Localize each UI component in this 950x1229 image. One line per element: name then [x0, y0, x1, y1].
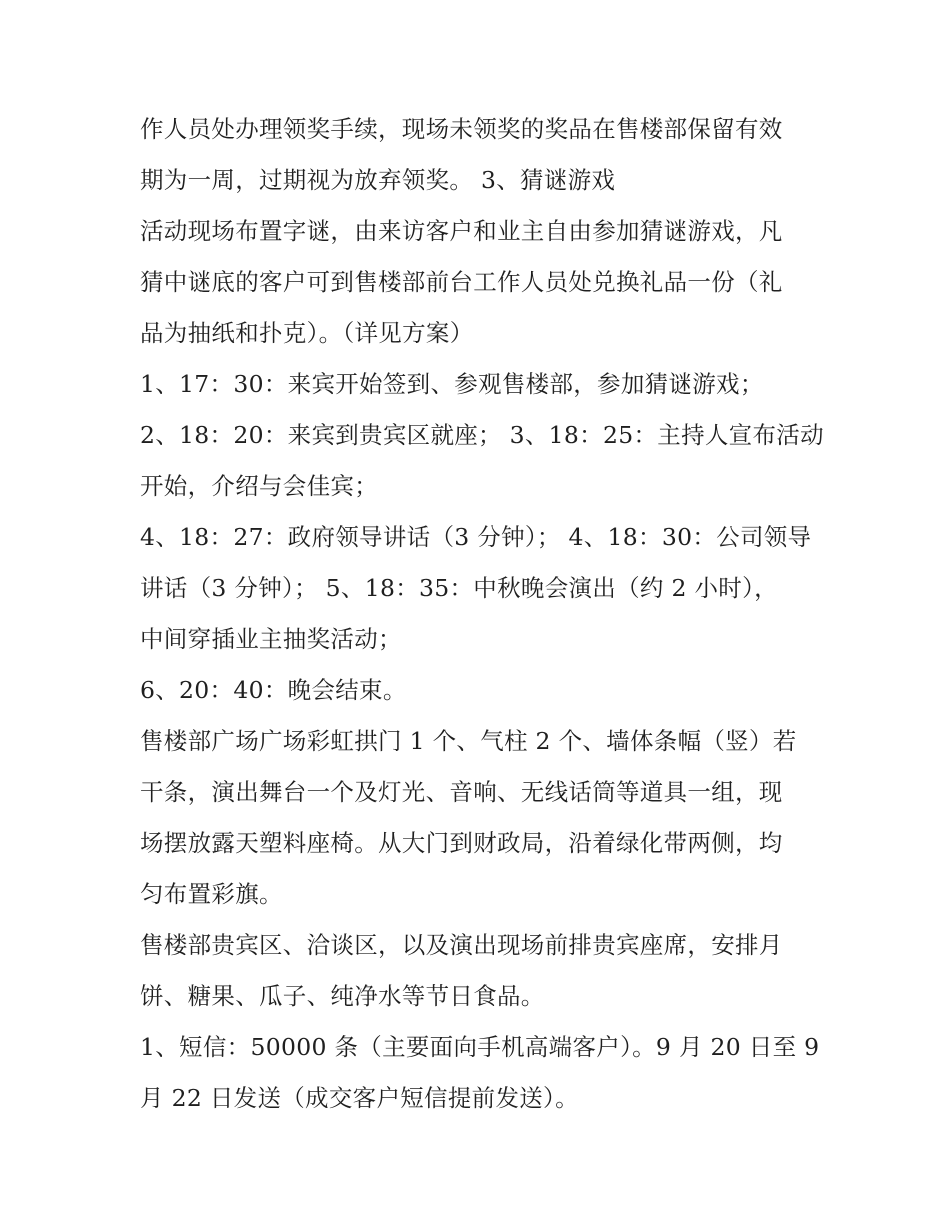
text-line: 匀布置彩旗。 [140, 880, 283, 908]
text-line: 猜中谜底的客户可到售楼部前台工作人员处兑换礼品一份（礼 [140, 268, 783, 296]
document-body [140, 104, 824, 1124]
text-line: 1、短信：50000 条（主要面向手机高端客户）。9 月 20 日至 9 [140, 1033, 820, 1061]
text-line: 活动现场布置字谜，由来访客户和业主自由参加猜谜游戏，凡 [140, 217, 783, 245]
text-line: 1、17：30：来宾开始签到、参观售楼部，参加猜谜游戏； [140, 370, 764, 398]
text-line: 售楼部贵宾区、洽谈区，以及演出现场前排贵宾座席，安排月 [140, 931, 783, 959]
text-line: 作人员处办理领奖手续，现场未领奖的奖品在售楼部保留有效 [140, 115, 783, 143]
text-line: 售楼部广场广场彩虹拱门 1 个、气柱 2 个、墙体条幅（竖）若 [140, 727, 797, 755]
text-line: 品为抽纸和扑克）。（详见方案） [140, 319, 474, 347]
text-line: 中间穿插业主抽奖活动； [140, 625, 402, 653]
text-line: 饼、糖果、瓜子、纯净水等节日食品。 [140, 982, 545, 1010]
text-line: 场摆放露天塑料座椅。从大门到财政局，沿着绿化带两侧，均 [140, 829, 783, 857]
text-line: 干条，演出舞台一个及灯光、音响、无线话筒等道具一组，现 [140, 778, 783, 806]
text-line: 月 22 日发送（成交客户短信提前发送）。 [140, 1084, 579, 1112]
text-line: 期为一周，过期视为放弃领奖。 3、猜谜游戏 [140, 166, 616, 194]
text-line: 2、18：20：来宾到贵宾区就座； 3、18：25：主持人宣布活动 [140, 421, 824, 449]
text-line: 6、20：40：晚会结束。 [140, 676, 407, 704]
text-line: 讲话（3 分钟）； 5、18：35：中秋晚会演出（约 2 小时）， [140, 574, 778, 602]
text-line: 开始，介绍与会佳宾； [140, 472, 378, 500]
text-line: 4、18：27：政府领导讲话（3 分钟）； 4、18：30：公司领导 [140, 523, 812, 551]
